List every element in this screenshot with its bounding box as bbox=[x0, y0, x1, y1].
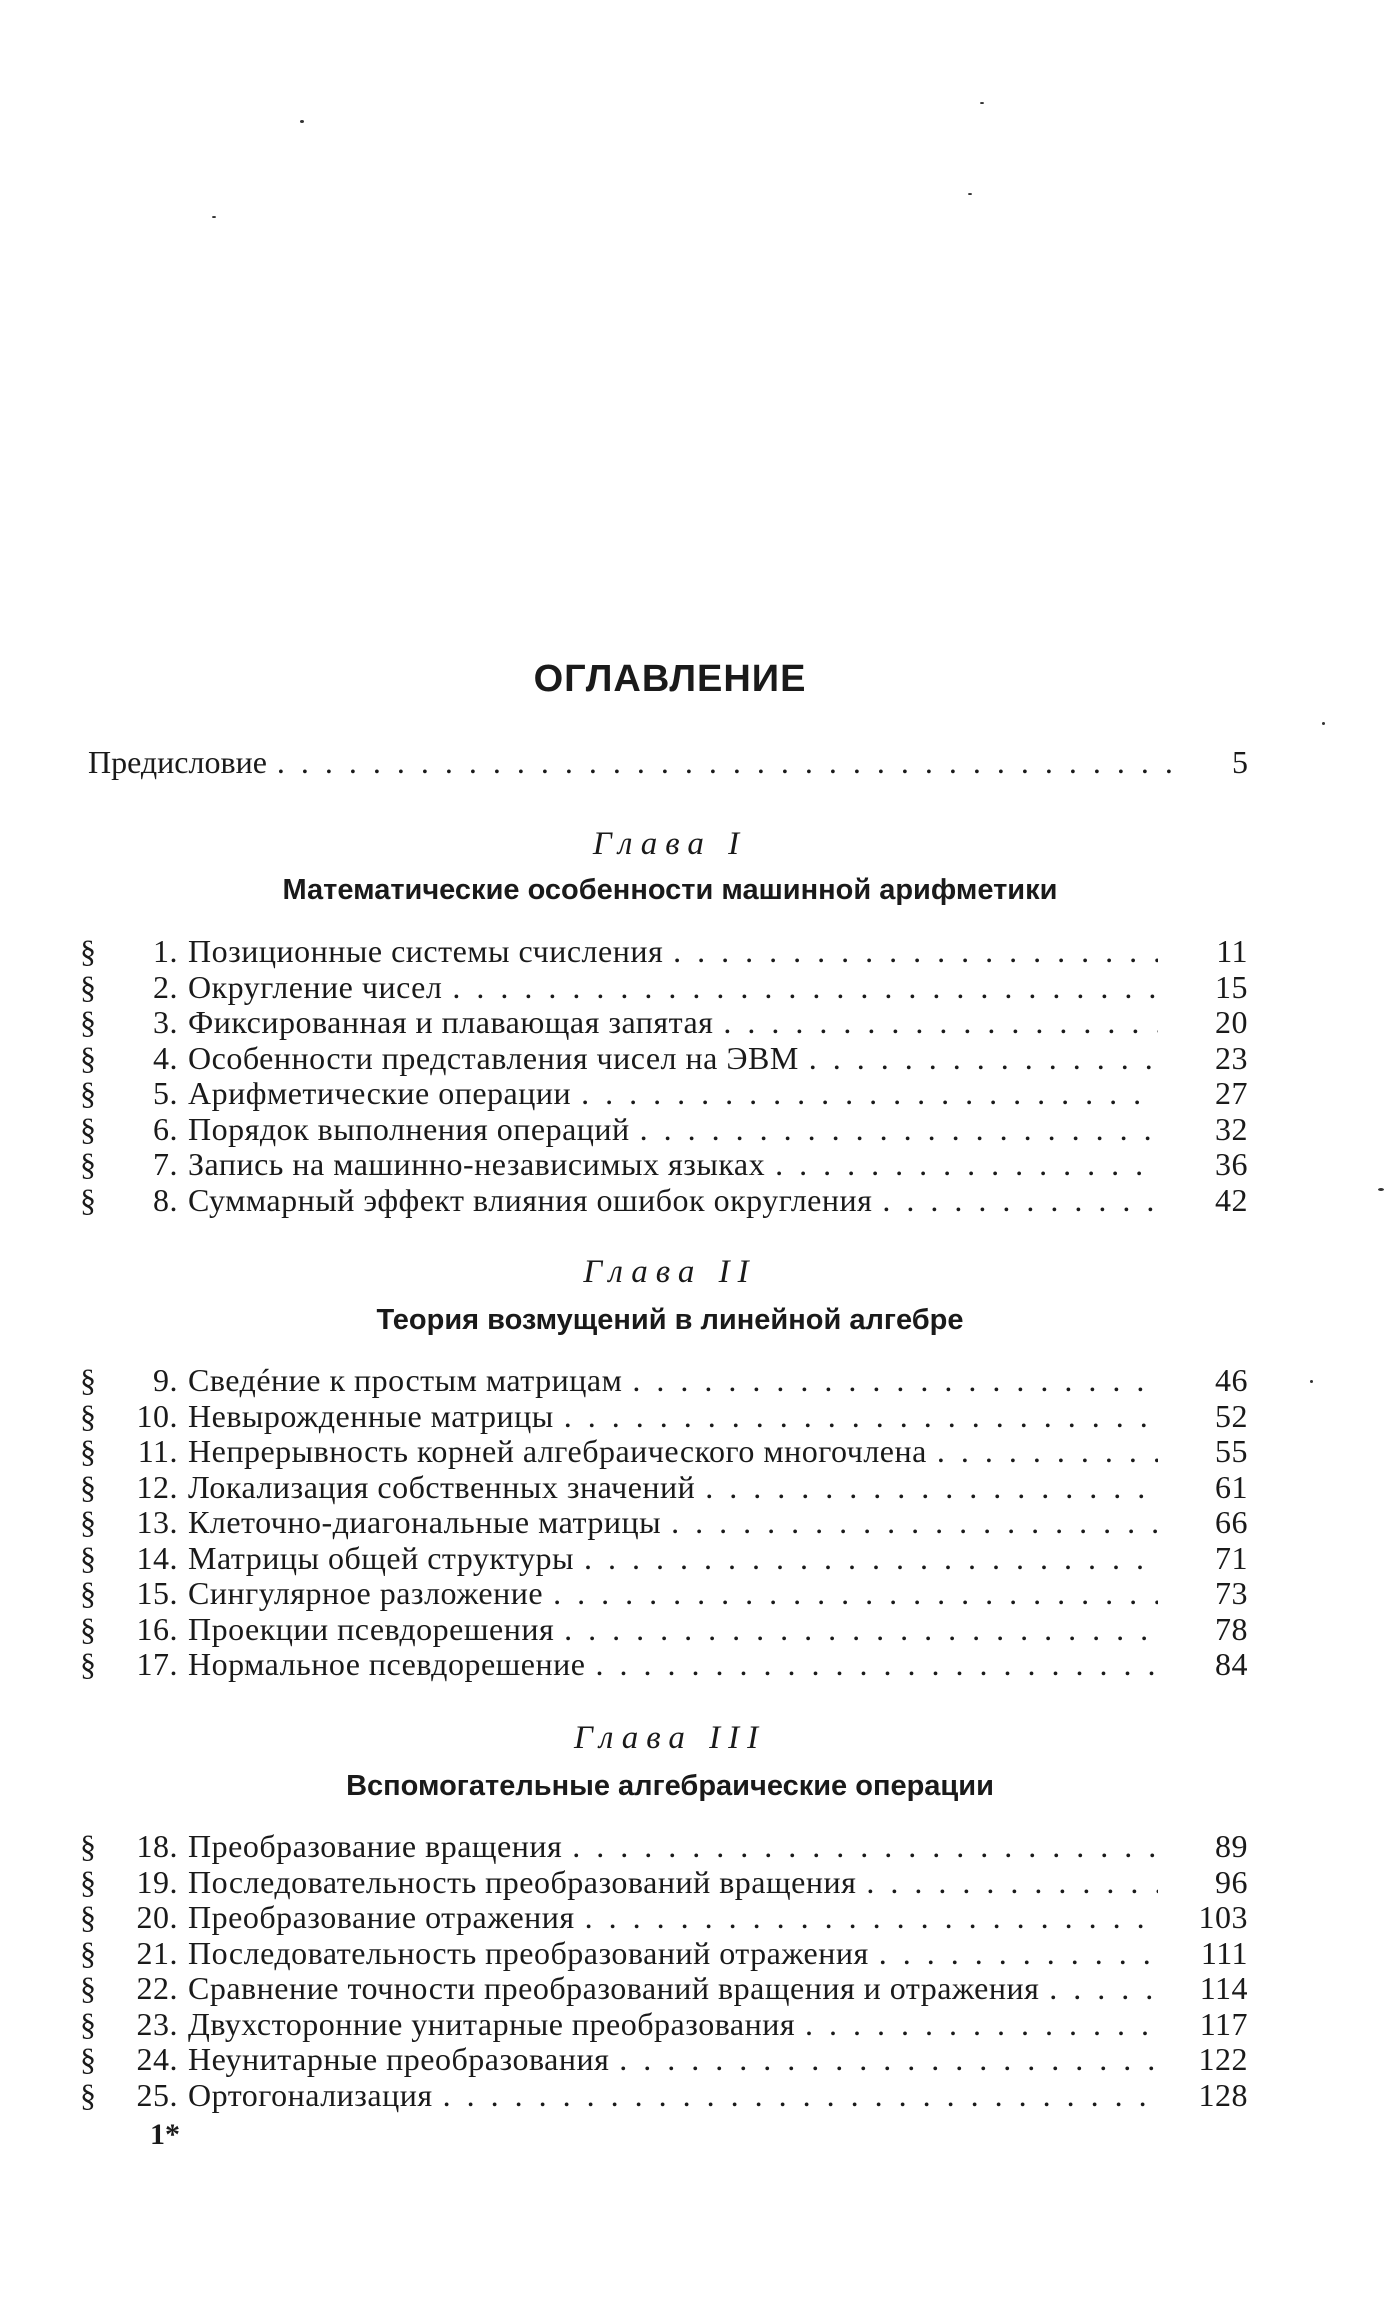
section-number: 15. bbox=[136, 1575, 178, 1611]
section-sign: § bbox=[80, 1181, 97, 1218]
section-sign: § bbox=[80, 1934, 97, 1971]
section-page-number: 78 bbox=[1215, 1610, 1248, 1647]
dot-leader bbox=[564, 1612, 1158, 1648]
toc-entry[interactable] bbox=[80, 934, 1248, 970]
section-sign: § bbox=[80, 1970, 97, 2006]
section-title: Локализация собственных значений bbox=[188, 1468, 696, 1505]
section-number: 17. bbox=[136, 1646, 178, 1682]
section-number: 12. bbox=[136, 1468, 178, 1505]
section-page-number: 55 bbox=[1215, 1433, 1248, 1469]
toc-entry[interactable] bbox=[80, 1865, 1248, 1901]
toc-entry[interactable] bbox=[80, 1041, 1248, 1077]
toc-entry[interactable] bbox=[80, 1470, 1248, 1506]
section-page-number: 52 bbox=[1215, 1397, 1248, 1434]
dot-leader bbox=[805, 2007, 1158, 2043]
toc-entry[interactable] bbox=[80, 1647, 1248, 1683]
section-title: Ортогонализация bbox=[188, 2076, 433, 2113]
toc-entry-preface[interactable] bbox=[88, 744, 1248, 788]
section-sign: § bbox=[80, 1468, 97, 1505]
print-speck bbox=[1322, 722, 1325, 725]
section-page-number: 111 bbox=[1200, 1934, 1248, 1971]
toc-entry[interactable] bbox=[80, 1434, 1248, 1470]
section-sign: § bbox=[80, 1362, 97, 1398]
print-speck bbox=[212, 216, 216, 218]
dot-leader bbox=[1049, 1971, 1158, 2007]
section-page-number: 11 bbox=[1216, 933, 1248, 969]
section-sign: § bbox=[80, 1828, 97, 1864]
toc-entry[interactable] bbox=[80, 1829, 1248, 1865]
section-page-number: 117 bbox=[1199, 2005, 1248, 2042]
section-title: Последовательность преобразований отражения bbox=[188, 1934, 869, 1971]
toc-entry[interactable] bbox=[80, 2007, 1248, 2043]
section-number: 14. bbox=[136, 1539, 178, 1576]
chapter-1-section-list bbox=[80, 934, 1248, 1218]
preface-page-number: 5 bbox=[1232, 744, 1248, 780]
section-title: Невырожденные матрицы bbox=[188, 1397, 554, 1434]
chapter-2-section-list bbox=[80, 1363, 1248, 1683]
section-sign: § bbox=[80, 1397, 97, 1434]
section-title: Порядок выполнения операций bbox=[188, 1110, 630, 1147]
section-number: 3. bbox=[153, 1004, 178, 1040]
dot-leader bbox=[882, 1183, 1158, 1219]
toc-title: ОГЛАВЛЕНИЕ bbox=[533, 658, 807, 700]
section-number: 25. bbox=[136, 2076, 178, 2113]
section-title: Клеточно-диагональные матрицы bbox=[188, 1504, 662, 1540]
section-number: 2. bbox=[153, 968, 178, 1005]
toc-entry[interactable] bbox=[80, 1900, 1248, 1936]
section-number: 11. bbox=[137, 1433, 178, 1469]
section-title: Последовательность преобразований вращения bbox=[188, 1863, 857, 1900]
dot-leader bbox=[705, 1470, 1158, 1506]
dot-leader bbox=[584, 1541, 1158, 1577]
section-title: Позиционные системы счисления bbox=[188, 933, 664, 969]
toc-entry[interactable] bbox=[80, 1971, 1248, 2007]
toc-entry[interactable] bbox=[80, 1147, 1248, 1183]
section-number: 16. bbox=[136, 1610, 178, 1647]
toc-entry[interactable] bbox=[80, 1541, 1248, 1577]
section-page-number: 103 bbox=[1198, 1899, 1248, 1935]
section-number: 5. bbox=[153, 1075, 178, 1111]
section-title: Особенности представления чисел на ЭВМ bbox=[188, 1039, 799, 1076]
section-number: 18. bbox=[136, 1828, 178, 1864]
dot-leader bbox=[809, 1041, 1158, 1077]
section-title: Арифметические операции bbox=[188, 1075, 572, 1111]
section-page-number: 122 bbox=[1198, 2041, 1248, 2077]
toc-entry[interactable] bbox=[80, 970, 1248, 1006]
toc-entry[interactable] bbox=[80, 2042, 1248, 2078]
section-page-number: 32 bbox=[1215, 1110, 1248, 1147]
dot-leader bbox=[879, 1936, 1158, 1972]
section-page-number: 15 bbox=[1215, 968, 1248, 1005]
chapter-2-title: Теория возмущений в линейной алгебре bbox=[376, 1304, 964, 1336]
chapter-3-section-list bbox=[80, 1829, 1248, 2113]
chapter-3-heading: Глава III bbox=[573, 1720, 767, 1756]
print-speck bbox=[1310, 1380, 1313, 1383]
section-title: Округление чисел bbox=[188, 968, 443, 1005]
section-page-number: 20 bbox=[1215, 1004, 1248, 1040]
section-page-number: 36 bbox=[1215, 1146, 1248, 1182]
section-sign: § bbox=[80, 1146, 97, 1182]
toc-entry[interactable] bbox=[80, 1363, 1248, 1399]
dot-leader bbox=[595, 1647, 1158, 1683]
dot-leader bbox=[673, 934, 1158, 970]
section-number: 20. bbox=[136, 1899, 178, 1935]
section-number: 6. bbox=[153, 1110, 178, 1147]
dot-leader bbox=[572, 1829, 1158, 1865]
section-sign: § bbox=[80, 1863, 97, 1900]
section-page-number: 27 bbox=[1215, 1075, 1248, 1111]
section-title: Преобразование вращения bbox=[188, 1828, 563, 1864]
section-title: Запись на машинно-независимых языках bbox=[188, 1146, 766, 1182]
section-title: Сингулярное разложение bbox=[188, 1575, 544, 1611]
dot-leader bbox=[723, 1005, 1158, 1041]
preface-label: Предисловие bbox=[88, 744, 267, 780]
section-page-number: 42 bbox=[1215, 1181, 1248, 1218]
section-sign: § bbox=[80, 2041, 97, 2077]
print-speck bbox=[980, 102, 984, 104]
dot-leader bbox=[619, 2042, 1158, 2078]
toc-entry[interactable] bbox=[80, 1399, 1248, 1435]
dot-leader bbox=[452, 970, 1158, 1006]
toc-entry[interactable] bbox=[80, 1505, 1248, 1541]
section-title: Двухсторонние унитарные преобразования bbox=[188, 2005, 796, 2042]
section-title: Непрерывность корней алгебраического многочлена bbox=[188, 1433, 927, 1469]
section-sign: § bbox=[80, 1504, 97, 1540]
section-sign: § bbox=[80, 2076, 97, 2113]
section-page-number: 96 bbox=[1215, 1863, 1248, 1900]
section-number: 21. bbox=[136, 1934, 178, 1971]
print-speck bbox=[1378, 1188, 1384, 1191]
section-number: 24. bbox=[136, 2041, 178, 2077]
dot-leader bbox=[585, 1900, 1158, 1936]
section-title: Неунитарные преобразования bbox=[188, 2041, 610, 2077]
section-page-number: 66 bbox=[1215, 1504, 1248, 1540]
dot-leader bbox=[581, 1076, 1158, 1112]
section-sign: § bbox=[80, 1899, 97, 1935]
section-page-number: 46 bbox=[1215, 1362, 1248, 1398]
dot-leader bbox=[640, 1112, 1158, 1148]
dot-leader bbox=[564, 1399, 1158, 1435]
section-sign: § bbox=[80, 2005, 97, 2042]
signature-mark: 1* bbox=[150, 2118, 180, 2151]
section-number: 10. bbox=[136, 1397, 178, 1434]
dot-leader bbox=[866, 1865, 1158, 1901]
section-number: 8. bbox=[153, 1181, 178, 1218]
dot-leader bbox=[277, 744, 1178, 781]
chapter-1-title: Математические особенности машинной арифметики bbox=[282, 874, 1058, 906]
section-sign: § bbox=[80, 1004, 97, 1040]
toc-entry[interactable] bbox=[80, 1576, 1248, 1612]
toc-entry[interactable] bbox=[80, 2078, 1248, 2114]
section-sign: § bbox=[80, 968, 97, 1005]
dot-leader bbox=[443, 2078, 1158, 2114]
print-speck bbox=[300, 120, 304, 123]
section-title: Сравнение точности преобразований вращения и отражения bbox=[188, 1970, 1040, 2006]
section-sign: § bbox=[80, 1575, 97, 1611]
section-sign: § bbox=[80, 1539, 97, 1576]
section-number: 7. bbox=[153, 1146, 178, 1182]
section-page-number: 23 bbox=[1215, 1039, 1248, 1076]
toc-entry[interactable] bbox=[80, 1183, 1248, 1219]
section-sign: § bbox=[80, 1610, 97, 1647]
dot-leader bbox=[775, 1147, 1158, 1183]
section-number: 19. bbox=[136, 1863, 178, 1900]
section-number: 4. bbox=[153, 1039, 178, 1076]
section-sign: § bbox=[80, 1110, 97, 1147]
section-page-number: 71 bbox=[1215, 1539, 1248, 1576]
section-sign: § bbox=[80, 1646, 97, 1682]
section-title: Матрицы общей структуры bbox=[188, 1539, 575, 1576]
section-sign: § bbox=[80, 933, 97, 969]
section-title: Преобразование отражения bbox=[188, 1899, 575, 1935]
toc-entry[interactable] bbox=[80, 1076, 1248, 1112]
section-page-number: 114 bbox=[1199, 1970, 1248, 2006]
section-sign: § bbox=[80, 1075, 97, 1111]
chapter-3-title: Вспомогательные алгебраические операции bbox=[346, 1770, 994, 1802]
section-sign: § bbox=[80, 1433, 97, 1469]
toc-entry[interactable] bbox=[80, 1612, 1248, 1648]
section-title: Проекции псевдорешения bbox=[188, 1610, 555, 1647]
section-title: Нормальное псевдорешение bbox=[188, 1646, 586, 1682]
section-number: 23. bbox=[136, 2005, 178, 2042]
section-sign: § bbox=[80, 1039, 97, 1076]
print-speck bbox=[968, 193, 972, 195]
dot-leader bbox=[553, 1576, 1158, 1612]
chapter-2-heading: Глава II bbox=[583, 1254, 757, 1290]
dot-leader bbox=[937, 1434, 1158, 1470]
section-number: 13. bbox=[136, 1504, 178, 1540]
section-title: Суммарный эффект влияния ошибок округления bbox=[188, 1181, 873, 1218]
section-number: 22. bbox=[136, 1970, 178, 2006]
toc-entry[interactable] bbox=[80, 1112, 1248, 1148]
chapter-1-heading: Глава I bbox=[592, 826, 748, 862]
section-number: 9. bbox=[153, 1362, 178, 1398]
dot-leader bbox=[671, 1505, 1158, 1541]
section-page-number: 73 bbox=[1215, 1575, 1248, 1611]
section-page-number: 128 bbox=[1198, 2076, 1248, 2113]
section-title: Сведéние к простым матрицам bbox=[188, 1362, 623, 1398]
dot-leader bbox=[632, 1363, 1158, 1399]
section-number: 1. bbox=[153, 933, 178, 969]
section-page-number: 61 bbox=[1215, 1468, 1248, 1505]
toc-entry[interactable] bbox=[80, 1005, 1248, 1041]
section-page-number: 84 bbox=[1215, 1646, 1248, 1682]
section-page-number: 89 bbox=[1215, 1828, 1248, 1864]
section-title: Фиксированная и плавающая запятая bbox=[188, 1004, 714, 1040]
toc-entry[interactable] bbox=[80, 1936, 1248, 1972]
